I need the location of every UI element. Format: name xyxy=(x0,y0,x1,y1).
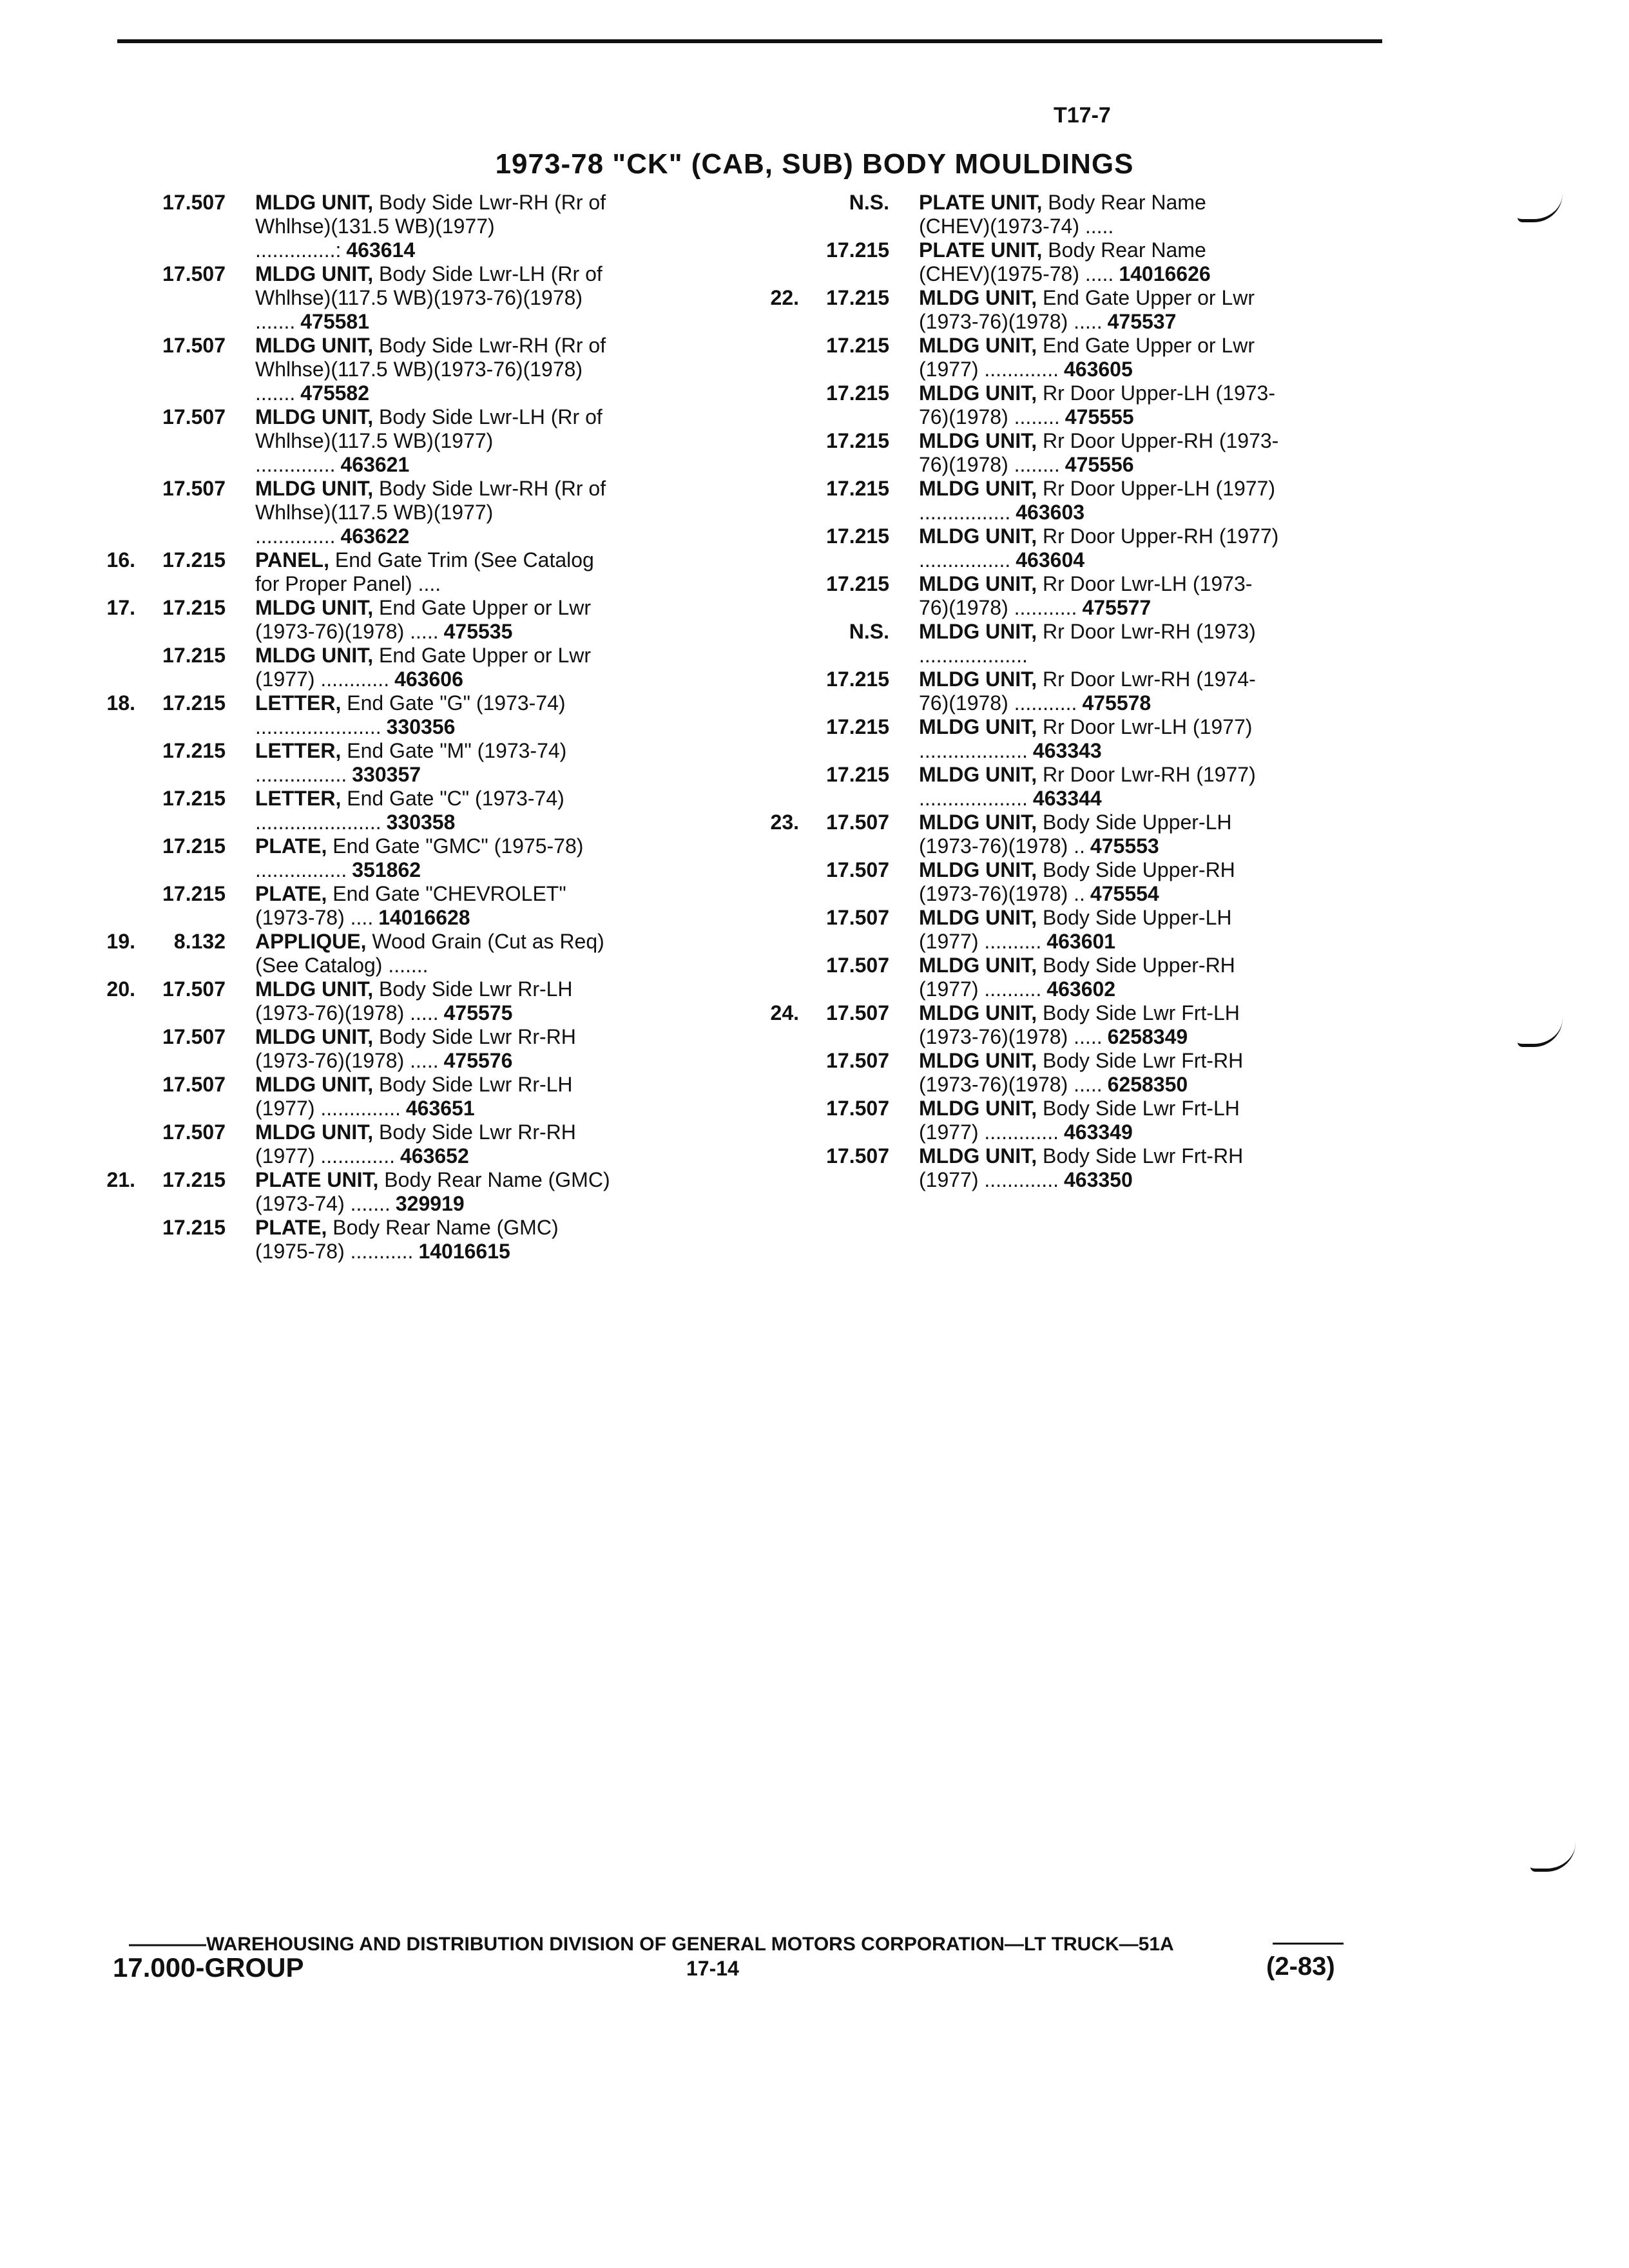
part-description-block xyxy=(255,1120,616,1168)
group-number: 17.507 xyxy=(162,1025,226,1048)
group-number: 17.507 xyxy=(162,1073,226,1096)
part-description: End Gate Trim (See Catalog for Proper Panel) .... xyxy=(255,548,594,595)
group-number: 17.215 xyxy=(162,787,226,810)
part-description: Body Side Lwr-RH (Rr of Whlhse)(131.5 WB)(1977) ..............: xyxy=(255,191,606,262)
part-name: MLDG UNIT, xyxy=(919,954,1037,977)
part-description: End Gate "G" (1973-74) ...................... xyxy=(255,691,566,738)
part-entry xyxy=(767,668,1280,715)
group-number: 17.507 xyxy=(162,334,226,357)
part-entry xyxy=(767,334,1280,381)
part-description: Body Rear Name (GMC)(1973-74) ....... xyxy=(255,1168,610,1215)
part-description: End Gate Upper or Lwr (1973-76)(1978) ..... xyxy=(255,596,592,643)
part-description: End Gate Upper or Lwr (1973-76)(1978) ..... xyxy=(919,286,1255,333)
part-name: MLDG UNIT, xyxy=(255,644,374,667)
part-number: 14016615 xyxy=(418,1240,510,1263)
part-description-block xyxy=(919,668,1280,715)
footer-publisher-line: ————WAREHOUSING AND DISTRIBUTION DIVISION OF GENERAL MOTORS CORPORATION—LT TRUCK—51A xyxy=(129,1934,1174,1955)
part-description: Body Side Lwr Rr-LH (1977) .............. xyxy=(255,1073,573,1120)
part-description-block xyxy=(919,954,1280,1001)
part-name: PLATE UNIT, xyxy=(919,238,1043,262)
part-name: APPLIQUE, xyxy=(255,930,367,953)
part-entry xyxy=(103,405,616,477)
part-entry xyxy=(103,834,616,882)
part-name: MLDG UNIT, xyxy=(919,668,1037,691)
punch-mark xyxy=(1518,193,1563,222)
part-name: MLDG UNIT, xyxy=(255,1073,374,1096)
part-entry xyxy=(767,191,1280,238)
part-description: Body Side Lwr Frt-RH (1977) ............. xyxy=(919,1144,1244,1191)
part-description: Rr Door Lwr-RH (1974-76)(1978) ........... xyxy=(919,668,1256,715)
part-description-block xyxy=(919,524,1280,572)
illustration-key: 19. xyxy=(106,930,135,953)
part-entry xyxy=(103,1025,616,1073)
part-entry xyxy=(103,477,616,548)
part-entry xyxy=(767,477,1280,524)
part-number: 475553 xyxy=(1090,834,1159,858)
part-description: Rr Door Upper-LH (1973-76)(1978) ........ xyxy=(919,381,1275,428)
part-name: LETTER, xyxy=(255,739,342,762)
part-description-block xyxy=(919,334,1280,381)
part-description-block xyxy=(255,930,616,977)
part-description-block xyxy=(919,1097,1280,1144)
part-description-block xyxy=(919,1049,1280,1097)
part-name: MLDG UNIT, xyxy=(919,334,1037,357)
group-number: 17.215 xyxy=(162,834,226,858)
part-description: Body Side Lwr Rr-RH (1977) ............. xyxy=(255,1120,576,1168)
part-description: Rr Door Lwr-RH (1977) ................... xyxy=(919,763,1256,810)
part-name: PANEL, xyxy=(255,548,329,572)
part-description: Body Side Upper-RH (1973-76)(1978) .. xyxy=(919,858,1235,905)
part-number: 329919 xyxy=(395,1192,465,1215)
group-number: 17.215 xyxy=(826,715,889,738)
illustration-key: 16. xyxy=(106,548,135,572)
part-description-block xyxy=(255,691,616,739)
illustration-key: 18. xyxy=(106,691,135,715)
part-description-block xyxy=(919,191,1280,238)
group-number: 17.215 xyxy=(826,286,889,309)
part-number: 14016628 xyxy=(378,906,470,929)
part-description-block xyxy=(255,596,616,644)
part-entry xyxy=(767,715,1280,763)
part-description: Rr Door Lwr-LH (1973-76)(1978) ........... xyxy=(919,572,1253,619)
part-entry xyxy=(767,763,1280,811)
part-description: Body Rear Name (CHEV)(1973-74) ..... xyxy=(919,191,1206,238)
part-entry xyxy=(103,977,616,1025)
part-number: 6258349 xyxy=(1107,1025,1188,1048)
group-number: 17.215 xyxy=(162,644,226,667)
part-description: Rr Door Lwr-LH (1977) ................... xyxy=(919,715,1253,762)
part-description-block xyxy=(919,286,1280,334)
part-entry xyxy=(767,381,1280,429)
part-number: 475537 xyxy=(1107,310,1177,333)
part-description: End Gate Upper or Lwr (1977) ............ xyxy=(255,644,592,691)
part-entry xyxy=(103,334,616,405)
part-number: 475577 xyxy=(1082,596,1152,619)
part-name: PLATE UNIT, xyxy=(919,191,1043,214)
part-entry xyxy=(767,858,1280,906)
part-description-block xyxy=(255,882,616,930)
part-entry xyxy=(767,572,1280,620)
part-description-block xyxy=(255,191,616,262)
part-name: MLDG UNIT, xyxy=(919,715,1037,738)
part-number: 475535 xyxy=(443,620,513,643)
part-name: MLDG UNIT, xyxy=(255,977,374,1001)
part-description-block xyxy=(255,1025,616,1073)
part-number: 475576 xyxy=(443,1049,513,1072)
right-parts-column xyxy=(767,191,1280,1192)
part-name: MLDG UNIT, xyxy=(919,1001,1037,1024)
left-parts-column xyxy=(103,191,616,1264)
part-entry xyxy=(103,1216,616,1264)
part-description: End Gate Upper or Lwr (1977) ............. xyxy=(919,334,1255,381)
part-description-block xyxy=(919,477,1280,524)
part-description-block xyxy=(255,644,616,691)
part-entry xyxy=(767,811,1280,858)
part-entry xyxy=(767,429,1280,477)
part-number: 463614 xyxy=(346,238,416,262)
part-name: LETTER, xyxy=(255,787,342,810)
part-description: Body Side Lwr-RH (Rr of Whlhse)(117.5 WB)(1973-76)(1978) ....... xyxy=(255,334,606,405)
group-number: 17.507 xyxy=(826,1049,889,1072)
group-number: 17.215 xyxy=(162,691,226,715)
part-name: PLATE, xyxy=(255,1216,327,1239)
part-description-block xyxy=(255,1216,616,1264)
part-description: Body Rear Name (CHEV)(1975-78) ..... xyxy=(919,238,1206,285)
part-description: Body Side Lwr-LH (Rr of Whlhse)(117.5 WB)(1973-76)(1978) ....... xyxy=(255,262,602,333)
part-name: MLDG UNIT, xyxy=(919,286,1037,309)
group-number: 17.215 xyxy=(826,334,889,357)
illustration-key: 21. xyxy=(106,1168,135,1191)
part-name: MLDG UNIT, xyxy=(919,572,1037,595)
part-entry xyxy=(103,739,616,787)
part-description-block xyxy=(919,429,1280,477)
part-entry xyxy=(767,906,1280,954)
group-number: 17.507 xyxy=(826,1001,889,1024)
part-name: MLDG UNIT, xyxy=(919,763,1037,786)
part-entry xyxy=(103,882,616,930)
part-description-block xyxy=(255,548,616,596)
part-name: LETTER, xyxy=(255,691,342,715)
part-description-block xyxy=(255,1073,616,1120)
part-name: MLDG UNIT, xyxy=(255,262,374,285)
part-description: End Gate "GMC" (1975-78) ................ xyxy=(255,834,584,881)
part-number: 463601 xyxy=(1046,930,1116,953)
part-description-block xyxy=(919,811,1280,858)
group-number: 17.215 xyxy=(162,1168,226,1191)
part-description-block xyxy=(919,715,1280,763)
part-entry xyxy=(767,954,1280,1001)
part-name: MLDG UNIT, xyxy=(919,1097,1037,1120)
group-number: 17.215 xyxy=(162,1216,226,1239)
part-description-block xyxy=(919,381,1280,429)
group-number: 17.215 xyxy=(826,668,889,691)
part-name: MLDG UNIT, xyxy=(255,334,374,357)
part-number: 463604 xyxy=(1016,548,1085,572)
group-number: 17.507 xyxy=(162,477,226,500)
part-entry xyxy=(103,1073,616,1120)
part-number: 463651 xyxy=(405,1097,475,1120)
part-description: Rr Door Upper-LH (1977) ................ xyxy=(919,477,1275,524)
part-number: 463652 xyxy=(400,1144,469,1168)
part-description-block xyxy=(255,787,616,834)
illustration-key: 24. xyxy=(770,1001,799,1024)
part-name: MLDG UNIT, xyxy=(919,524,1037,548)
part-name: PLATE, xyxy=(255,834,327,858)
part-number: 463343 xyxy=(1032,739,1102,762)
part-description: End Gate "C" (1973-74) ...................... xyxy=(255,787,564,834)
part-name: MLDG UNIT, xyxy=(255,1120,374,1144)
part-entry xyxy=(767,1144,1280,1192)
part-description: Body Side Upper-LH (1977) .......... xyxy=(919,906,1232,953)
part-number: 463622 xyxy=(340,524,410,548)
part-number: 475554 xyxy=(1090,882,1159,905)
part-description-block xyxy=(919,858,1280,906)
part-description: Body Side Upper-LH (1973-76)(1978) .. xyxy=(919,811,1232,858)
part-entry xyxy=(767,1097,1280,1144)
part-description-block xyxy=(255,1168,616,1216)
part-description: Rr Door Upper-RH (1973-76)(1978) ........ xyxy=(919,429,1279,476)
part-description: Wood Grain (Cut as Req)(See Catalog) ....... xyxy=(255,930,604,977)
part-entry xyxy=(103,262,616,334)
part-description-block xyxy=(919,1144,1280,1192)
part-entry xyxy=(103,644,616,691)
group-number: N.S. xyxy=(849,620,889,643)
part-number: 463605 xyxy=(1063,358,1133,381)
part-entry xyxy=(767,1049,1280,1097)
part-description: Body Side Lwr Rr-RH (1973-76)(1978) ..... xyxy=(255,1025,576,1072)
group-number: 17.215 xyxy=(826,477,889,500)
group-number: 17.215 xyxy=(162,882,226,905)
part-name: PLATE, xyxy=(255,882,327,905)
footer-page-number: 17-14 xyxy=(686,1957,739,1980)
part-name: MLDG UNIT, xyxy=(919,381,1037,405)
group-number: 17.215 xyxy=(826,763,889,786)
group-number: 17.215 xyxy=(826,238,889,262)
part-description: Body Side Lwr Frt-RH (1973-76)(1978) ..... xyxy=(919,1049,1244,1096)
part-number: 475556 xyxy=(1065,453,1134,476)
part-description: Body Side Lwr-LH (Rr of Whlhse)(117.5 WB)(1977) .............. xyxy=(255,405,602,476)
part-number: 330356 xyxy=(386,715,456,738)
part-name: MLDG UNIT, xyxy=(255,405,374,428)
footer-group-label: 17.000-GROUP xyxy=(113,1952,304,1983)
group-number: 17.507 xyxy=(826,954,889,977)
part-number: 463350 xyxy=(1063,1168,1133,1191)
part-description: Body Side Lwr Rr-LH (1973-76)(1978) ..... xyxy=(255,977,573,1024)
part-number: 475575 xyxy=(443,1001,513,1024)
group-number: N.S. xyxy=(849,191,889,214)
group-number: 17.215 xyxy=(162,596,226,619)
part-number: 463349 xyxy=(1063,1120,1133,1144)
part-number: 330357 xyxy=(352,763,421,786)
part-description-block xyxy=(255,334,616,405)
footer-rule xyxy=(1273,1943,1344,1945)
part-entry xyxy=(103,191,616,262)
group-number: 17.215 xyxy=(826,524,889,548)
part-number: 463602 xyxy=(1046,977,1116,1001)
part-number: 463621 xyxy=(340,453,410,476)
top-rule xyxy=(117,39,1382,43)
group-number: 17.215 xyxy=(826,381,889,405)
group-number: 17.507 xyxy=(826,906,889,929)
group-number: 17.507 xyxy=(162,405,226,428)
part-description-block xyxy=(919,906,1280,954)
illustration-key: 17. xyxy=(106,596,135,619)
punch-mark xyxy=(1518,1018,1563,1047)
part-name: MLDG UNIT, xyxy=(919,620,1037,643)
group-number: 17.215 xyxy=(162,548,226,572)
part-entry xyxy=(103,691,616,739)
part-entry xyxy=(767,238,1280,286)
part-name: MLDG UNIT, xyxy=(919,1144,1037,1168)
group-number: 17.507 xyxy=(826,858,889,881)
group-number: 17.507 xyxy=(162,977,226,1001)
part-name: MLDG UNIT, xyxy=(255,477,374,500)
part-name: MLDG UNIT, xyxy=(919,811,1037,834)
part-entry xyxy=(103,1168,616,1216)
part-name: MLDG UNIT, xyxy=(255,191,374,214)
group-number: 8.132 xyxy=(173,930,226,953)
part-description-block xyxy=(919,620,1280,668)
part-description: Body Side Lwr-RH (Rr of Whlhse)(117.5 WB)(1977) .............. xyxy=(255,477,606,548)
part-description-block xyxy=(919,763,1280,811)
part-number: 463603 xyxy=(1016,501,1085,524)
group-number: 17.507 xyxy=(162,262,226,285)
part-description-block xyxy=(255,977,616,1025)
part-description: End Gate "CHEVROLET" (1973-78) .... xyxy=(255,882,566,929)
part-description: Body Side Lwr Frt-LH (1973-76)(1978) ..... xyxy=(919,1001,1240,1048)
group-number: 17.507 xyxy=(826,811,889,834)
part-entry xyxy=(767,620,1280,668)
part-description-block xyxy=(255,477,616,548)
part-number: 475582 xyxy=(300,381,370,405)
group-number: 17.507 xyxy=(826,1097,889,1120)
part-description: Body Side Lwr Frt-LH (1977) ............. xyxy=(919,1097,1240,1144)
group-number: 17.215 xyxy=(826,429,889,452)
part-number: 463606 xyxy=(394,668,463,691)
part-entry xyxy=(103,548,616,596)
group-number: 17.215 xyxy=(826,572,889,595)
part-number: 6258350 xyxy=(1107,1073,1188,1096)
part-description: Body Rear Name (GMC)(1975-78) ........... xyxy=(255,1216,559,1263)
part-description-block xyxy=(919,572,1280,620)
punch-mark xyxy=(1530,1843,1576,1872)
footer-revision-date: (2-83) xyxy=(1266,1952,1335,1981)
part-description-block xyxy=(255,739,616,787)
part-name: MLDG UNIT, xyxy=(919,477,1037,500)
part-name: MLDG UNIT, xyxy=(919,858,1037,881)
part-number: 330358 xyxy=(386,811,456,834)
group-number: 17.507 xyxy=(826,1144,889,1168)
part-name: MLDG UNIT, xyxy=(255,596,374,619)
part-description: Rr Door Upper-RH (1977) ................ xyxy=(919,524,1279,572)
part-description: End Gate "M" (1973-74) ................ xyxy=(255,739,567,786)
part-entry xyxy=(103,787,616,834)
illustration-key: 23. xyxy=(770,811,799,834)
illustration-key: 20. xyxy=(106,977,135,1001)
illustration-key: 22. xyxy=(770,286,799,309)
page-title: 1973-78 "CK" (CAB, SUB) BODY MOULDINGS xyxy=(495,148,1134,180)
part-entry xyxy=(103,930,616,977)
part-description-block xyxy=(255,405,616,477)
group-number: 17.507 xyxy=(162,191,226,214)
part-entry xyxy=(767,1001,1280,1049)
part-name: MLDG UNIT, xyxy=(255,1025,374,1048)
part-description: Rr Door Lwr-RH (1973) ................... xyxy=(919,620,1256,667)
part-description-block xyxy=(919,238,1280,286)
part-name: MLDG UNIT, xyxy=(919,429,1037,452)
part-number: 351862 xyxy=(352,858,421,881)
part-number: 475578 xyxy=(1082,691,1152,715)
part-number: 475581 xyxy=(300,310,370,333)
part-entry xyxy=(103,596,616,644)
group-number: 17.507 xyxy=(162,1120,226,1144)
part-description: Body Side Upper-RH (1977) .......... xyxy=(919,954,1235,1001)
part-number: 475555 xyxy=(1065,405,1134,428)
part-name: MLDG UNIT, xyxy=(919,906,1037,929)
part-number: 463344 xyxy=(1032,787,1102,810)
part-description-block xyxy=(255,834,616,882)
part-entry xyxy=(767,524,1280,572)
part-name: MLDG UNIT, xyxy=(919,1049,1037,1072)
part-description-block xyxy=(255,262,616,334)
part-entry xyxy=(103,1120,616,1168)
part-entry xyxy=(767,286,1280,334)
group-number: 17.215 xyxy=(162,739,226,762)
part-number: 14016626 xyxy=(1119,262,1211,285)
part-name: PLATE UNIT, xyxy=(255,1168,379,1191)
part-description-block xyxy=(919,1001,1280,1049)
page-reference: T17-7 xyxy=(1054,103,1111,128)
